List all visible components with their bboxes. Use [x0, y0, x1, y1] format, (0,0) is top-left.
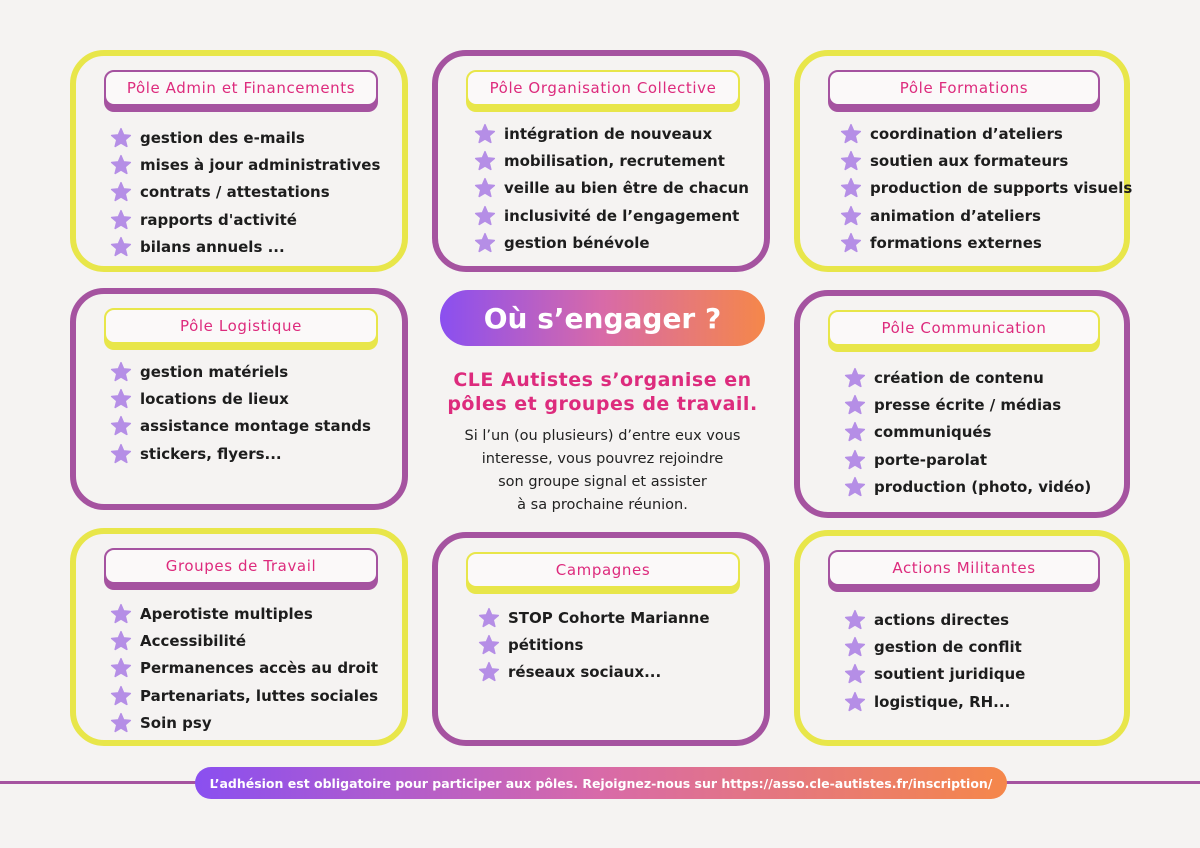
star-icon — [840, 205, 862, 227]
list-item — [840, 202, 1132, 229]
star-icon — [474, 232, 496, 254]
list-item-label: production de supports visuels — [870, 179, 1133, 198]
list-item — [110, 206, 380, 233]
list-item — [474, 202, 749, 229]
list-item-label: gestion des e-mails — [140, 128, 305, 147]
card-title: Actions Militantes — [828, 550, 1100, 586]
list-item — [110, 124, 380, 151]
card-title: Pôle Formations — [828, 70, 1100, 106]
list-item-label: production (photo, vidéo) — [874, 478, 1092, 497]
list-item — [110, 682, 378, 709]
list-item — [110, 385, 371, 412]
description-line: à sa prochaine réunion. — [517, 497, 688, 513]
list-item-label: rapports d'activité — [140, 210, 297, 229]
star-icon — [478, 661, 500, 683]
list-item-label: Permanences accès au droit — [140, 659, 379, 678]
list-item — [110, 234, 380, 261]
list-item-label: mises à jour administratives — [140, 156, 381, 175]
list-item-label: inclusivité de l’engagement — [504, 206, 740, 225]
star-icon — [474, 177, 496, 199]
list-item-label: porte-parolat — [874, 450, 988, 469]
list-item — [478, 659, 710, 686]
list-item-label: logistique, RH... — [874, 692, 1011, 711]
list-item — [844, 446, 1091, 473]
list-item-label: soutient juridique — [874, 665, 1026, 684]
list-item — [844, 688, 1025, 715]
list-item — [840, 120, 1132, 147]
list-item-label: intégration de nouveaux — [504, 124, 713, 143]
description-line: Si l’un (ou plusieurs) d’entre eux vous — [464, 428, 741, 444]
star-icon — [478, 634, 500, 656]
star-icon — [840, 150, 862, 172]
list-item-label: veille au bien être de chacun — [504, 179, 749, 198]
list-item-label: mobilisation, recrutement — [504, 152, 725, 171]
list-item — [844, 606, 1025, 633]
star-icon — [844, 449, 866, 471]
card-campagnes — [432, 532, 770, 746]
subtitle-line: CLE Autistes s’organise en — [453, 369, 752, 391]
card-communication — [794, 290, 1130, 518]
item-list — [474, 120, 749, 257]
description — [430, 425, 775, 517]
list-item — [840, 147, 1132, 174]
list-item-label: locations de lieux — [140, 390, 289, 409]
star-icon — [110, 236, 132, 258]
list-item-label: Accessibilité — [140, 632, 247, 651]
list-item-label: gestion matériels — [140, 362, 289, 381]
star-icon — [110, 415, 132, 437]
star-icon — [844, 636, 866, 658]
card-actions — [794, 530, 1130, 746]
card-formations — [794, 50, 1133, 272]
star-icon — [844, 609, 866, 631]
list-item-label: soutien aux formateurs — [870, 152, 1069, 171]
star-icon — [474, 123, 496, 145]
card-title: Pôle Organisation Collective — [466, 70, 740, 106]
card-title: Pôle Logistique — [104, 308, 378, 344]
footer-banner: L’adhésion est obligatoire pour participer aux pôles. Rejoignez-nous sur https://asso.cle-autistes.fr/inscription/ — [195, 767, 1007, 799]
item-list — [110, 358, 371, 468]
list-item — [478, 631, 710, 658]
list-item — [110, 627, 378, 654]
list-item — [110, 655, 378, 682]
star-icon — [844, 476, 866, 498]
description-line: interesse, vous pouvrez rejoindre — [481, 451, 724, 467]
list-item — [110, 151, 380, 178]
star-icon — [844, 421, 866, 443]
subtitle-line: pôles et groupes de travail. — [447, 393, 758, 415]
list-item-label: création de contenu — [874, 368, 1044, 387]
list-item — [844, 633, 1025, 660]
list-item-label: stickers, flyers... — [140, 444, 282, 463]
star-icon — [478, 607, 500, 629]
card-admin — [70, 50, 408, 272]
item-list — [844, 364, 1091, 501]
list-item — [474, 147, 749, 174]
item-list — [478, 604, 710, 686]
list-item-label: contrats / attestations — [140, 183, 330, 202]
list-item-label: animation d’ateliers — [870, 206, 1041, 225]
list-item — [110, 358, 371, 385]
star-icon — [844, 394, 866, 416]
card-title: Groupes de Travail — [104, 548, 378, 584]
star-icon — [110, 181, 132, 203]
card-groupes — [70, 528, 408, 746]
list-item — [840, 230, 1132, 257]
list-item — [844, 419, 1091, 446]
list-item — [844, 364, 1091, 391]
list-item — [840, 175, 1132, 202]
card-logistique — [70, 288, 408, 510]
list-item-label: pétitions — [508, 636, 584, 655]
description-line: son groupe signal et assister — [498, 474, 707, 490]
star-icon — [474, 150, 496, 172]
list-item-label: gestion de conflit — [874, 638, 1022, 657]
item-list — [110, 600, 378, 737]
star-icon — [110, 712, 132, 734]
star-icon — [110, 630, 132, 652]
list-item-label: formations externes — [870, 234, 1042, 253]
hero-title: Où s’engager ? — [440, 290, 765, 346]
list-item — [478, 604, 710, 631]
list-item — [474, 175, 749, 202]
list-item-label: réseaux sociaux... — [508, 663, 662, 682]
item-list — [110, 124, 380, 261]
list-item-label: Partenariats, luttes sociales — [140, 686, 379, 705]
star-icon — [840, 123, 862, 145]
list-item-label: presse écrite / médias — [874, 396, 1062, 415]
card-title: Pôle Communication — [828, 310, 1100, 346]
list-item-label: Soin psy — [140, 714, 212, 733]
list-item — [844, 391, 1091, 418]
star-icon — [110, 154, 132, 176]
card-organisation — [432, 50, 770, 272]
list-item — [844, 474, 1091, 501]
star-icon — [840, 177, 862, 199]
list-item-label: coordination d’ateliers — [870, 124, 1063, 143]
subtitle — [420, 368, 785, 416]
card-title: Campagnes — [466, 552, 740, 588]
list-item-label: STOP Cohorte Marianne — [508, 608, 710, 627]
list-item-label: Aperotiste multiples — [140, 604, 313, 623]
star-icon — [474, 205, 496, 227]
star-icon — [110, 603, 132, 625]
star-icon — [110, 657, 132, 679]
list-item — [110, 179, 380, 206]
list-item-label: assistance montage stands — [140, 417, 371, 436]
star-icon — [110, 443, 132, 465]
list-item — [110, 710, 378, 737]
item-list — [840, 120, 1132, 257]
list-item — [110, 600, 378, 627]
star-icon — [110, 388, 132, 410]
card-title: Pôle Admin et Financements — [104, 70, 378, 106]
list-item — [474, 120, 749, 147]
list-item-label: gestion bénévole — [504, 234, 650, 253]
star-icon — [840, 232, 862, 254]
star-icon — [110, 209, 132, 231]
list-item-label: communiqués — [874, 423, 992, 442]
list-item — [844, 661, 1025, 688]
list-item — [110, 440, 371, 467]
star-icon — [844, 367, 866, 389]
star-icon — [110, 127, 132, 149]
star-icon — [844, 691, 866, 713]
list-item — [110, 413, 371, 440]
star-icon — [844, 663, 866, 685]
star-icon — [110, 361, 132, 383]
list-item-label: bilans annuels ... — [140, 238, 285, 257]
star-icon — [110, 685, 132, 707]
list-item — [474, 230, 749, 257]
item-list — [844, 606, 1025, 716]
list-item-label: actions directes — [874, 610, 1010, 629]
